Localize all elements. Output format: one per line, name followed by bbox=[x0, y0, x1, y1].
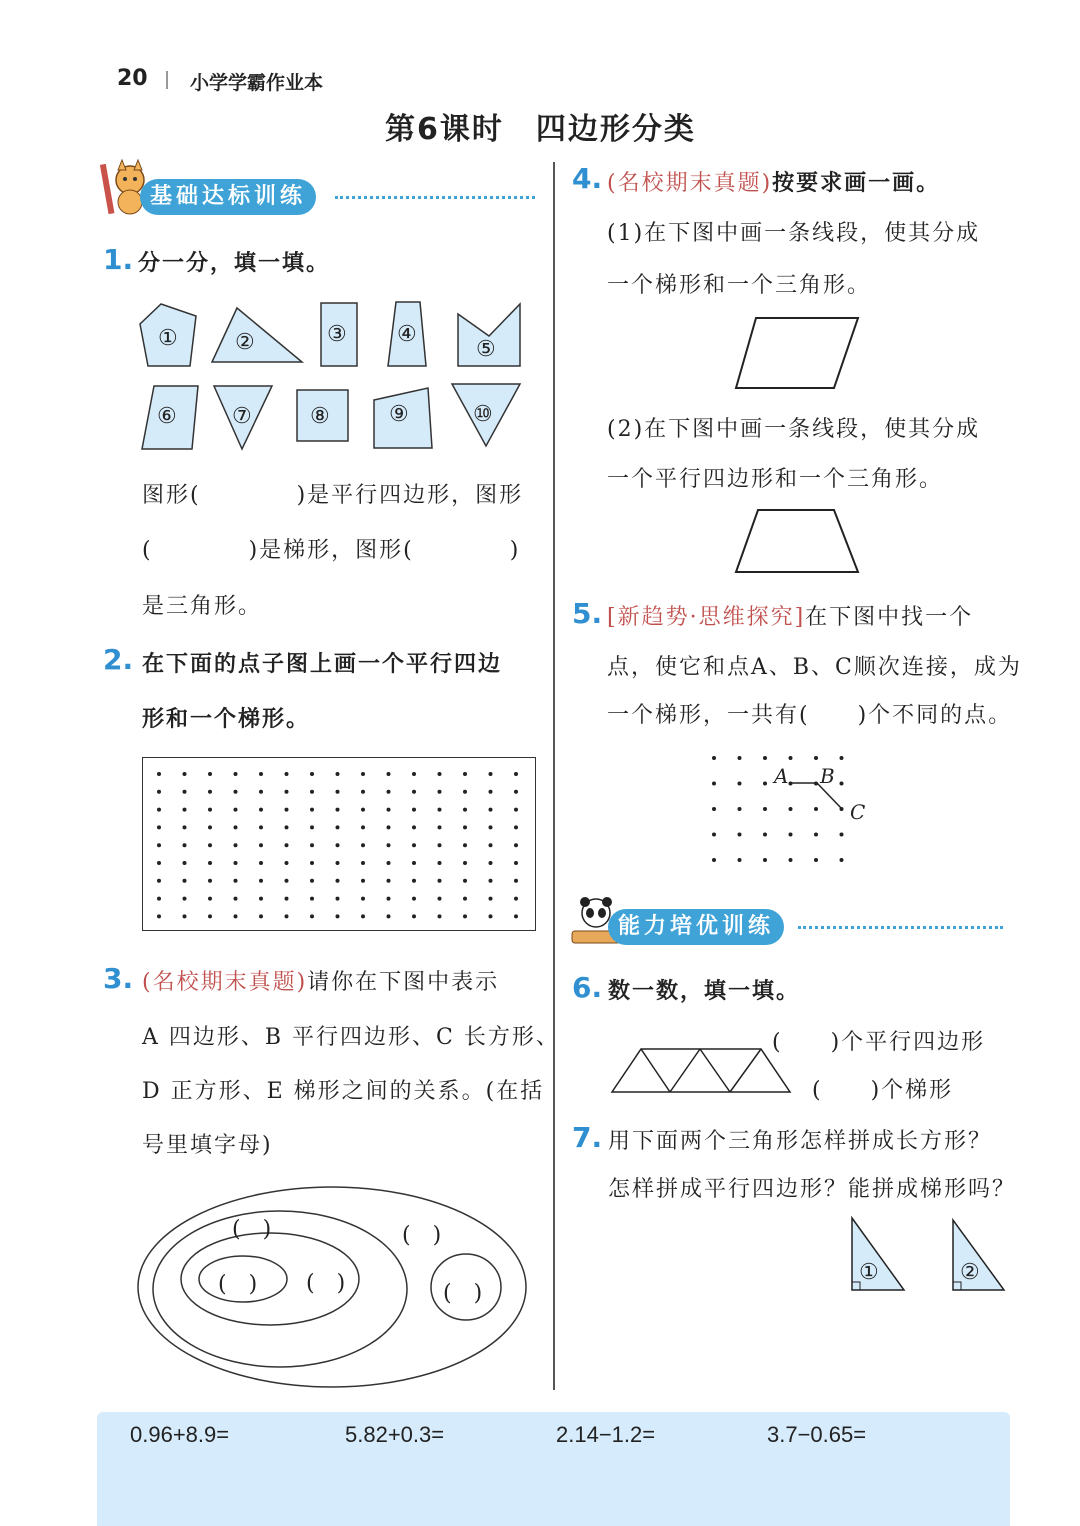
grid-dot bbox=[234, 825, 238, 829]
header-divider bbox=[166, 71, 168, 89]
grid-dot bbox=[208, 914, 212, 918]
q3-blank-a[interactable]: ( ) bbox=[232, 1217, 272, 1242]
calc-4: 3.7−0.65= bbox=[767, 1422, 867, 1447]
grid-dot bbox=[387, 879, 391, 883]
grid-dot bbox=[157, 879, 161, 883]
grid-dot bbox=[157, 914, 161, 918]
q3-line3: D 正方形、E 梯形之间的关系。(在括 bbox=[142, 1079, 545, 1104]
q4-p2-line2: 一个平行四边形和一个三角形。 bbox=[607, 467, 944, 492]
grid-dot bbox=[208, 897, 212, 901]
grid-dot bbox=[183, 879, 187, 883]
grid-dot bbox=[438, 897, 442, 901]
grid-dot bbox=[157, 897, 161, 901]
grid-dot bbox=[234, 843, 238, 847]
grid-dot bbox=[259, 825, 263, 829]
q3-line2: A 四边形、B 平行四边形、C 长方形、 bbox=[142, 1025, 560, 1050]
shape-label-6: ⑥ bbox=[157, 404, 177, 429]
q3-blank-d[interactable]: ( ) bbox=[218, 1272, 258, 1297]
grid-dot bbox=[310, 825, 314, 829]
grid-dot bbox=[157, 790, 161, 794]
q3-line4: 号里填字母) bbox=[142, 1133, 273, 1158]
q3-blank-e[interactable]: ( ) bbox=[402, 1223, 442, 1248]
q3-number: 3. bbox=[103, 962, 134, 995]
column-divider bbox=[553, 162, 555, 1390]
calc-2: 5.82+0.3= bbox=[345, 1422, 445, 1447]
q2-number: 2. bbox=[103, 643, 134, 676]
grid-dot bbox=[738, 756, 742, 760]
grid-dot bbox=[259, 808, 263, 812]
grid-dot bbox=[514, 879, 518, 883]
shape-label-9: ⑨ bbox=[389, 402, 409, 427]
grid-dot bbox=[336, 914, 340, 918]
grid-dot bbox=[387, 843, 391, 847]
section-dotline-basic bbox=[335, 196, 535, 199]
grid-dot bbox=[412, 897, 416, 901]
q4-p1-line1: (1)在下图中画一条线段，使其分成 bbox=[607, 221, 981, 246]
grid-dot bbox=[789, 756, 793, 760]
q4-p2-line1: (2)在下图中画一条线段，使其分成 bbox=[607, 417, 981, 442]
grid-dot bbox=[814, 858, 818, 862]
grid-dot bbox=[514, 843, 518, 847]
q5-line2: 点，使它和点A、B、C顺次连接，成为 bbox=[607, 655, 1022, 680]
grid-dot bbox=[183, 808, 187, 812]
grid-dot bbox=[387, 772, 391, 776]
grid-dot bbox=[438, 914, 442, 918]
grid-dot bbox=[489, 861, 493, 865]
grid-dot bbox=[387, 861, 391, 865]
grid-dot bbox=[361, 790, 365, 794]
grid-dot bbox=[387, 914, 391, 918]
grid-dot bbox=[310, 914, 314, 918]
grid-dot bbox=[463, 808, 467, 812]
grid-dot bbox=[234, 861, 238, 865]
q1-line2: ( )是梯形，图形( ) bbox=[142, 538, 521, 563]
grid-dot bbox=[157, 825, 161, 829]
q6-number: 6. bbox=[572, 971, 603, 1004]
grid-dot bbox=[489, 879, 493, 883]
grid-dot bbox=[310, 861, 314, 865]
q2-dot-grid[interactable] bbox=[142, 757, 536, 931]
grid-dot bbox=[310, 843, 314, 847]
grid-dot bbox=[361, 914, 365, 918]
calc-1: 0.96+8.9= bbox=[130, 1422, 230, 1447]
grid-dot bbox=[361, 897, 365, 901]
grid-dot bbox=[763, 833, 767, 837]
grid-dot bbox=[789, 807, 793, 811]
grid-dot bbox=[336, 772, 340, 776]
grid-dot bbox=[183, 914, 187, 918]
grid-dot bbox=[208, 825, 212, 829]
q6-triangle-strip bbox=[608, 1045, 794, 1097]
grid-dot bbox=[336, 825, 340, 829]
shape-label-8: ⑧ bbox=[310, 404, 330, 429]
grid-dot bbox=[234, 808, 238, 812]
grid-dot bbox=[814, 807, 818, 811]
grid-dot bbox=[514, 825, 518, 829]
grid-dot bbox=[234, 772, 238, 776]
grid-dot bbox=[285, 790, 289, 794]
grid-dot bbox=[183, 825, 187, 829]
q1-line1: 图形( )是平行四边形，图形 bbox=[142, 483, 524, 508]
grid-dot bbox=[259, 897, 263, 901]
q4-p1-line2: 一个梯形和一个三角形。 bbox=[607, 273, 872, 298]
grid-dot bbox=[361, 772, 365, 776]
grid-dot bbox=[183, 843, 187, 847]
grid-dot bbox=[463, 825, 467, 829]
grid-dot bbox=[336, 808, 340, 812]
q4-number: 4. bbox=[572, 162, 603, 195]
grid-dot bbox=[310, 879, 314, 883]
grid-dot bbox=[336, 879, 340, 883]
grid-dot bbox=[463, 772, 467, 776]
grid-dot bbox=[361, 843, 365, 847]
grid-dot bbox=[285, 897, 289, 901]
grid-dot bbox=[208, 790, 212, 794]
q5-line1 bbox=[607, 600, 973, 631]
grid-dot bbox=[310, 897, 314, 901]
grid-dot bbox=[387, 808, 391, 812]
grid-dot bbox=[438, 790, 442, 794]
grid-dot bbox=[489, 897, 493, 901]
cat-mascot-icon bbox=[100, 158, 148, 218]
grid-dot bbox=[840, 756, 844, 760]
grid-dot bbox=[463, 861, 467, 865]
grid-dot bbox=[438, 808, 442, 812]
grid-dot bbox=[489, 843, 493, 847]
grid-dot bbox=[814, 833, 818, 837]
grid-dot bbox=[514, 861, 518, 865]
q4-trapezoid[interactable] bbox=[730, 504, 865, 578]
grid-dot bbox=[514, 897, 518, 901]
grid-dot bbox=[208, 772, 212, 776]
calculation-band bbox=[97, 1412, 1010, 1526]
grid-dot bbox=[463, 879, 467, 883]
q3-blank-b[interactable]: ( ) bbox=[443, 1281, 483, 1306]
grid-dot bbox=[489, 914, 493, 918]
q1-title: 分一分，填一填。 bbox=[138, 251, 331, 276]
grid-dot bbox=[412, 825, 416, 829]
grid-dot bbox=[361, 861, 365, 865]
q4-parallelogram[interactable] bbox=[730, 312, 865, 392]
shape-label-10: ⑩ bbox=[473, 402, 493, 427]
shape-label-3: ③ bbox=[327, 322, 347, 347]
grid-dot bbox=[259, 843, 263, 847]
grid-dot bbox=[738, 782, 742, 786]
grid-dot bbox=[438, 861, 442, 865]
q2-line2: 形和一个梯形。 bbox=[142, 707, 311, 732]
grid-dot bbox=[438, 825, 442, 829]
grid-dot bbox=[157, 861, 161, 865]
grid-dot bbox=[259, 914, 263, 918]
grid-dot bbox=[157, 772, 161, 776]
grid-dot bbox=[285, 825, 289, 829]
grid-dot bbox=[310, 790, 314, 794]
grid-dot bbox=[438, 843, 442, 847]
q5-point-c: C bbox=[850, 800, 866, 824]
grid-dot bbox=[763, 807, 767, 811]
grid-dot bbox=[157, 808, 161, 812]
grid-dot bbox=[763, 858, 767, 862]
grid-dot bbox=[208, 861, 212, 865]
grid-dot bbox=[336, 843, 340, 847]
q1-line3: 是三角形。 bbox=[142, 594, 263, 619]
grid-dot bbox=[489, 790, 493, 794]
grid-dot bbox=[712, 858, 716, 862]
grid-dot bbox=[387, 897, 391, 901]
grid-dot bbox=[840, 782, 844, 786]
q3-blank-c[interactable]: ( ) bbox=[306, 1271, 346, 1296]
grid-dot bbox=[840, 833, 844, 837]
grid-dot bbox=[438, 879, 442, 883]
grid-dot bbox=[336, 897, 340, 901]
grid-dot bbox=[463, 843, 467, 847]
grid-dot bbox=[412, 861, 416, 865]
grid-dot bbox=[361, 825, 365, 829]
shape-label-5: ⑤ bbox=[476, 337, 496, 362]
grid-dot bbox=[412, 790, 416, 794]
q7-number: 7. bbox=[572, 1121, 603, 1154]
q7-label-1: ① bbox=[859, 1260, 879, 1285]
q5-line1-text: 在下图中找一个 bbox=[805, 605, 974, 630]
grid-dot bbox=[387, 790, 391, 794]
q2-line1: 在下面的点子图上画一个平行四边 bbox=[142, 652, 503, 677]
q4-tag: (名校期末真题) bbox=[607, 171, 773, 196]
grid-dot bbox=[489, 808, 493, 812]
q3-tag: (名校期末真题) bbox=[142, 970, 308, 995]
page-number: 20 bbox=[117, 66, 148, 91]
grid-dot bbox=[387, 825, 391, 829]
grid-dot bbox=[463, 914, 467, 918]
grid-dot bbox=[712, 807, 716, 811]
q4-title-line bbox=[607, 166, 940, 197]
grid-dot bbox=[183, 897, 187, 901]
grid-dot bbox=[514, 808, 518, 812]
q1-number: 1. bbox=[103, 243, 134, 276]
grid-dot bbox=[285, 808, 289, 812]
grid-dot bbox=[738, 807, 742, 811]
grid-dot bbox=[814, 756, 818, 760]
q1-shape-labels bbox=[130, 296, 530, 456]
grid-dot bbox=[285, 914, 289, 918]
grid-dot bbox=[183, 772, 187, 776]
grid-dot bbox=[489, 772, 493, 776]
grid-dot bbox=[208, 843, 212, 847]
grid-dot bbox=[789, 858, 793, 862]
section-badge-basic: 基础达标训练 bbox=[140, 179, 316, 215]
grid-dot bbox=[285, 861, 289, 865]
q3-line1-text: 请你在下图中表示 bbox=[307, 970, 500, 995]
q4-title: 按要求画一画。 bbox=[772, 171, 941, 196]
q5-line3: 一个梯形，一共有( )个不同的点。 bbox=[607, 703, 1013, 728]
q7-label-2: ② bbox=[960, 1260, 980, 1285]
grid-dot bbox=[789, 833, 793, 837]
grid-dot bbox=[412, 843, 416, 847]
grid-dot bbox=[712, 756, 716, 760]
q6-answer-parallelograms[interactable]: ( )个平行四边形 bbox=[772, 1030, 986, 1055]
grid-dot bbox=[412, 772, 416, 776]
q7-line2: 怎样拼成平行四边形？能拼成梯形吗？ bbox=[608, 1177, 1017, 1202]
grid-dot bbox=[712, 833, 716, 837]
grid-dot bbox=[259, 879, 263, 883]
shape-label-4: ④ bbox=[397, 322, 417, 347]
q3-line1 bbox=[142, 965, 499, 996]
grid-dot bbox=[208, 879, 212, 883]
grid-dot bbox=[361, 879, 365, 883]
shape-label-2: ② bbox=[235, 330, 255, 355]
section-dotline-advanced bbox=[798, 926, 1003, 929]
q7-line1: 用下面两个三角形怎样拼成长方形？ bbox=[608, 1129, 993, 1154]
q6-answer-trapezoids[interactable]: ( )个梯形 bbox=[812, 1078, 954, 1103]
q6-title: 数一数，填一填。 bbox=[608, 979, 801, 1004]
grid-dot bbox=[285, 879, 289, 883]
grid-dot bbox=[763, 782, 767, 786]
grid-dot bbox=[840, 858, 844, 862]
lesson-title: 第6课时 四边形分类 bbox=[385, 112, 696, 147]
grid-dot bbox=[259, 790, 263, 794]
grid-dot bbox=[738, 833, 742, 837]
grid-dot bbox=[514, 772, 518, 776]
grid-dot bbox=[514, 914, 518, 918]
q5-point-b: B bbox=[820, 764, 835, 788]
grid-dot bbox=[412, 914, 416, 918]
grid-dot bbox=[259, 861, 263, 865]
grid-dot bbox=[336, 861, 340, 865]
grid-dot bbox=[285, 843, 289, 847]
grid-dot bbox=[412, 808, 416, 812]
grid-dot bbox=[738, 858, 742, 862]
grid-dot bbox=[412, 879, 416, 883]
grid-dot bbox=[310, 772, 314, 776]
book-title: 小学学霸作业本 bbox=[190, 72, 324, 94]
q5-number: 5. bbox=[572, 597, 603, 630]
q5-tag: [新趋势·思维探究] bbox=[607, 605, 806, 630]
grid-dot bbox=[463, 897, 467, 901]
grid-dot bbox=[463, 790, 467, 794]
grid-dot bbox=[208, 808, 212, 812]
grid-dot bbox=[259, 772, 263, 776]
grid-dot bbox=[285, 772, 289, 776]
section-badge-advanced: 能力培优训练 bbox=[608, 909, 784, 945]
grid-dot bbox=[361, 808, 365, 812]
calc-3: 2.14−1.2= bbox=[556, 1422, 656, 1447]
grid-dot bbox=[234, 897, 238, 901]
grid-dot bbox=[183, 790, 187, 794]
grid-dot bbox=[336, 790, 340, 794]
grid-dot bbox=[489, 825, 493, 829]
grid-dot bbox=[157, 843, 161, 847]
grid-dot bbox=[763, 756, 767, 760]
grid-dot bbox=[234, 879, 238, 883]
shape-label-7: ⑦ bbox=[232, 404, 252, 429]
grid-dot bbox=[183, 861, 187, 865]
grid-dot bbox=[712, 782, 716, 786]
grid-dot bbox=[234, 790, 238, 794]
grid-dot bbox=[514, 790, 518, 794]
q5-point-a: A bbox=[774, 764, 789, 788]
grid-dot bbox=[234, 914, 238, 918]
shape-label-1: ① bbox=[158, 326, 178, 351]
grid-dot bbox=[310, 808, 314, 812]
grid-dot bbox=[438, 772, 442, 776]
